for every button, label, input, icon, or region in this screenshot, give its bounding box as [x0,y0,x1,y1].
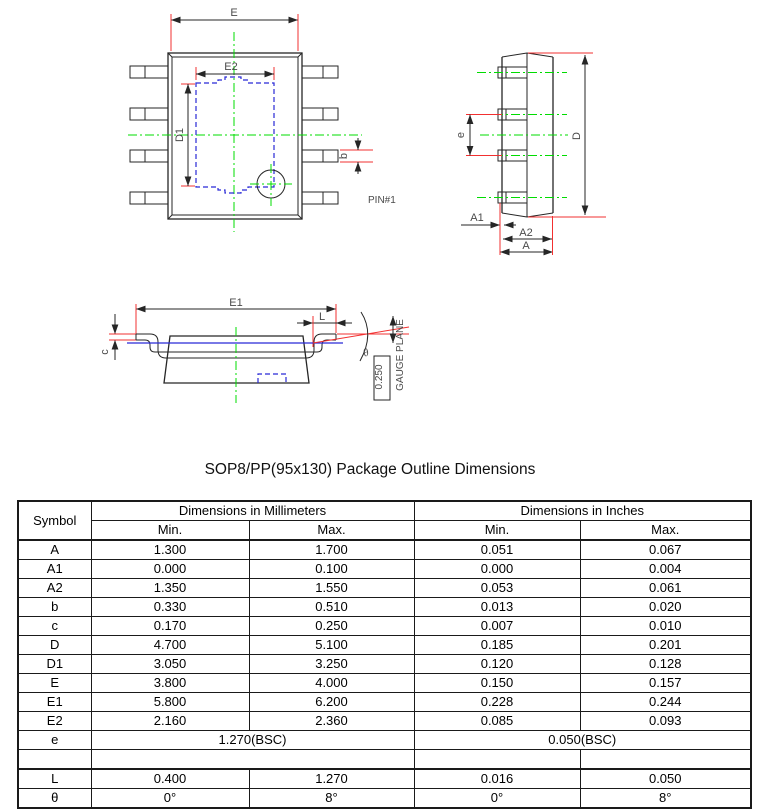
header-mm: Dimensions in Millimeters [91,501,414,521]
table-cell: E2 [18,712,91,731]
table-cell: 0.185 [414,636,580,655]
table-cell: 2.160 [91,712,249,731]
table-cell: A1 [18,560,91,579]
table-cell: 0.000 [91,560,249,579]
table-cell: 0° [91,789,249,809]
gauge-value-label: 0.250 [374,364,385,390]
body-top [502,53,527,57]
table-header-row [18,501,751,521]
table-cell: 0.157 [580,674,751,693]
table-cell: 0.020 [580,598,751,617]
table-cell: 3.800 [91,674,249,693]
table-cell: 0.244 [580,693,751,712]
table-row [18,540,751,560]
table-cell [580,750,751,770]
table-row [18,693,751,712]
table-cell: 0.150 [414,674,580,693]
dim-label-e: e [455,131,467,139]
table-cell: 8° [249,789,414,809]
pin1-label: PIN#1 [368,195,396,206]
table-cell: 8° [580,789,751,809]
table-cell: 0.067 [580,540,751,560]
table-cell: 0.093 [580,712,751,731]
table-cell: A [18,540,91,560]
table-cell: D1 [18,655,91,674]
table-cell: e [18,731,91,750]
table-row [18,636,751,655]
body-bottom [527,213,553,217]
table-cell: 1.350 [91,579,249,598]
table-cell: 0.120 [414,655,580,674]
table-cell: 5.100 [249,636,414,655]
table-cell: L [18,769,91,789]
dim-label-E: E [230,7,238,19]
table-cell: 0.330 [91,598,249,617]
dim-label-b: b [338,152,350,160]
table-cell: 0.050 [580,769,751,789]
table-cell [91,750,414,770]
dim-label-E1: E1 [229,297,243,309]
table-row [18,560,751,579]
table-cell: 0.051 [414,540,580,560]
table-cell: 0.007 [414,617,580,636]
table-row [18,617,751,636]
table-cell: 0.201 [580,636,751,655]
table-row [18,712,751,731]
table-cell: 6.200 [249,693,414,712]
table-row [18,655,751,674]
body-bottom [502,213,527,217]
header-mm-max: Max. [249,521,414,541]
table-row [18,579,751,598]
table-cell: 1.700 [249,540,414,560]
package-body-inner [172,57,298,215]
table-cell: 1.300 [91,540,249,560]
body-top [527,53,553,57]
table-cell: c [18,617,91,636]
table-cell: b [18,598,91,617]
table-cell: 0.004 [580,560,751,579]
table-row [18,750,751,770]
table-row [18,674,751,693]
dim-label-A1: A1 [470,212,484,224]
header-symbol: Symbol [18,501,91,540]
table-cell: 0.228 [414,693,580,712]
table-cell: 0.010 [580,617,751,636]
table-cell: 0.000 [414,560,580,579]
table-cell [414,750,580,770]
table-cell: 0° [414,789,580,809]
table-cell: 0.016 [414,769,580,789]
table-cell: 2.360 [249,712,414,731]
table-cell: 0.100 [249,560,414,579]
table-cell: D [18,636,91,655]
dim-label-L: L [318,311,326,323]
table-cell [18,750,91,770]
table-cell: 0.250 [249,617,414,636]
table-cell: 0.053 [414,579,580,598]
table-cell: 5.800 [91,693,249,712]
table-cell: 3.250 [249,655,414,674]
dim-label-c: c [99,349,111,355]
table-row [18,731,751,750]
dim-label-D1: D1 [174,127,186,143]
dim-label-D: D [571,132,583,140]
table-cell: 4.700 [91,636,249,655]
table-cell: 0.510 [249,598,414,617]
dim-label-theta: θ [361,346,371,360]
table-cell: 1.270 [249,769,414,789]
table-row [18,769,751,789]
table-cell: 0.085 [414,712,580,731]
table-row [18,598,751,617]
page-title: SOP8/PP(95x130) Package Outline Dimensions [204,461,536,478]
table-cell: A2 [18,579,91,598]
table-cell: 1.550 [249,579,414,598]
table-cell: 0.400 [91,769,249,789]
front-view [99,297,409,403]
table-cell: 0.061 [580,579,751,598]
side-view [455,53,606,255]
table-cell: 4.000 [249,674,414,693]
table-cell: 0.050(BSC) [414,731,751,750]
header-in-max: Max. [580,521,751,541]
table-cell: θ [18,789,91,809]
header-in-min: Min. [414,521,580,541]
table-cell: 0.013 [414,598,580,617]
dim-label-E2: E2 [224,61,238,73]
table-subheader-row [18,521,751,541]
top-view [128,7,396,232]
dimensions-table [17,500,752,809]
table-cell: 0.128 [580,655,751,674]
dimensions-table-body [18,540,751,808]
table-cell: 1.270(BSC) [91,731,414,750]
dim-label-A: A [522,240,530,252]
exposed-pad-hidden [258,374,286,383]
table-cell: 0.170 [91,617,249,636]
table-cell: E [18,674,91,693]
table-row [18,789,751,809]
gauge-plane-label: GAUGE PLANE [395,319,406,391]
table-cell: 3.050 [91,655,249,674]
header-mm-min: Min. [91,521,249,541]
dim-label-A2: A2 [519,227,533,239]
header-inches: Dimensions in Inches [414,501,751,521]
table-cell: E1 [18,693,91,712]
